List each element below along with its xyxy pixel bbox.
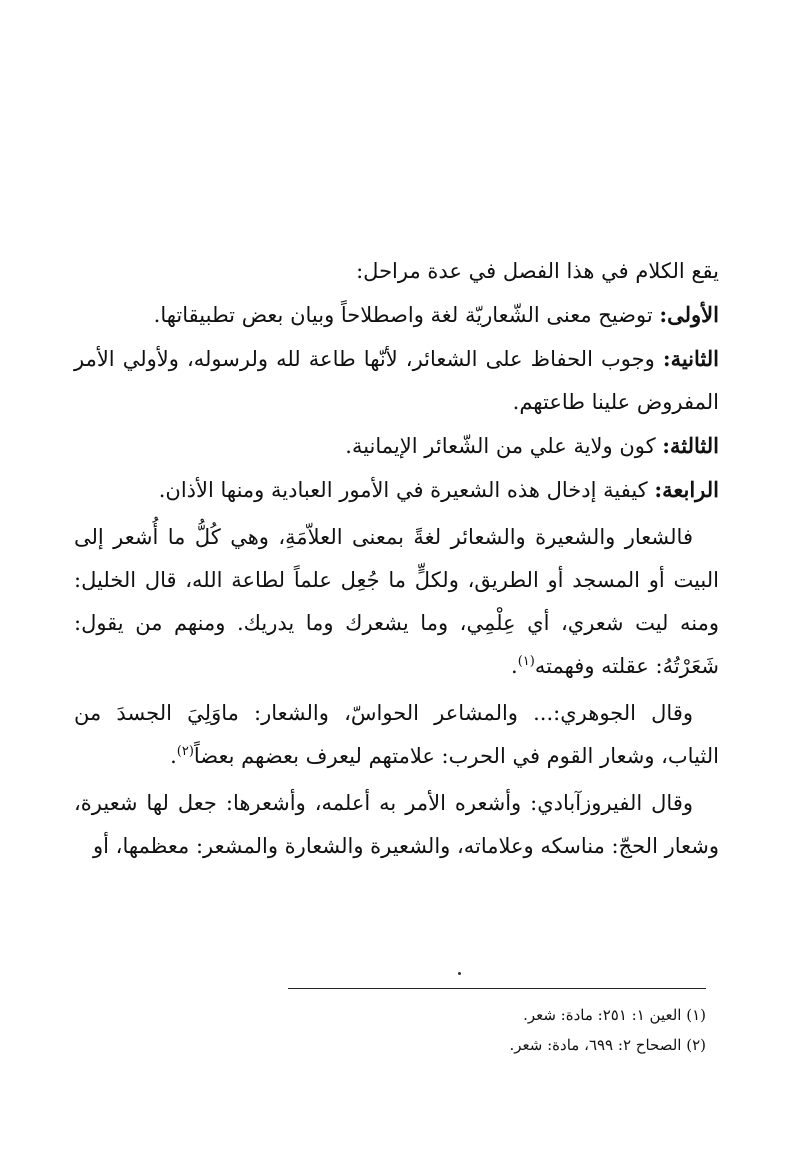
stage-third-text: كون ولاية علي من الشّعائر الإيمانية.	[345, 434, 663, 458]
footnote-1: (١) العين ١: ٢٥١: مادة: شعر.	[523, 1006, 706, 1024]
footnote-ref-1[interactable]: (١)	[517, 654, 535, 669]
main-text	[74, 250, 719, 868]
stage-fourth	[74, 468, 719, 512]
stage-first-label: الأولى:	[659, 302, 719, 327]
paragraph-lexical-meaning	[74, 516, 719, 688]
footnote-ref-2[interactable]: (٢)	[176, 744, 194, 759]
stage-fourth-text: كيفية إدخال هذه الشعيرة في الأمور العبادية ومنها الأذان.	[158, 478, 655, 502]
stage-first	[74, 293, 719, 337]
footnote-2: (٢) الصحاح ٢: ٦٩٩، مادة: شعر.	[509, 1036, 706, 1054]
stage-third	[74, 424, 719, 468]
stage-third-label: الثالثة:	[662, 433, 719, 458]
paragraph-jawhari-end: .	[170, 744, 177, 768]
stage-second	[74, 337, 719, 424]
footnotes-section	[206, 1000, 706, 1060]
stage-second-label: الثانية:	[662, 346, 719, 371]
stage-second-text: وجوب الحفاظ على الشعائر، لأنّها طاعة لله ولرسوله، ولأولي الأمر المفروض علينا طاعتهم.	[74, 347, 719, 414]
stage-first-text: توضيح معنى الشّعاريّة لغة واصطلاحاً وبيان بعض تطبيقاتها.	[153, 303, 660, 327]
stray-dot	[458, 972, 461, 975]
paragraph-lexical-meaning-text: فالشعار والشعيرة والشعائر لغةً بمعنى العلاّمَةِ، وهي كُلُّ ما أُشعر إلى البيت أو المسجد أو الطريق، ولكلٍّ ما جُعِل علماً لطاعة الله، قال الخليل: ومنه ليت شعري، أي عِلْمِي، وما يشعرك وما يدريك. ومنهم من يقول: شَعَرْتُهُ: عقلته وفهمته	[74, 525, 719, 678]
intro-line: يقع الكلام في هذا الفصل في عدة مراحل:	[356, 259, 719, 283]
paragraph-jawhari	[74, 692, 719, 778]
stage-fourth-label: الرابعة:	[654, 477, 719, 502]
paragraph-jawhari-text: وقال الجوهري:... والمشاعر الحواسّ، والشعار: ماوَلِيَ الجسدَ من الثياب، وشعار القوم في الحرب: علامتهم ليعرف بعضهم بعضاً	[74, 701, 719, 768]
paragraph-lexical-meaning-end: .	[511, 654, 518, 678]
paragraph-firuzabadi: وقال الفيروزآبادي: وأشعره الأمر به أعلمه، وأشعرها: جعل لها شعيرة، وشعار الحجّ: مناسكه وعلاماته، والشعيرة والشعارة والمشعر: معظمها، أو	[74, 791, 719, 858]
footnote-divider	[288, 988, 706, 989]
